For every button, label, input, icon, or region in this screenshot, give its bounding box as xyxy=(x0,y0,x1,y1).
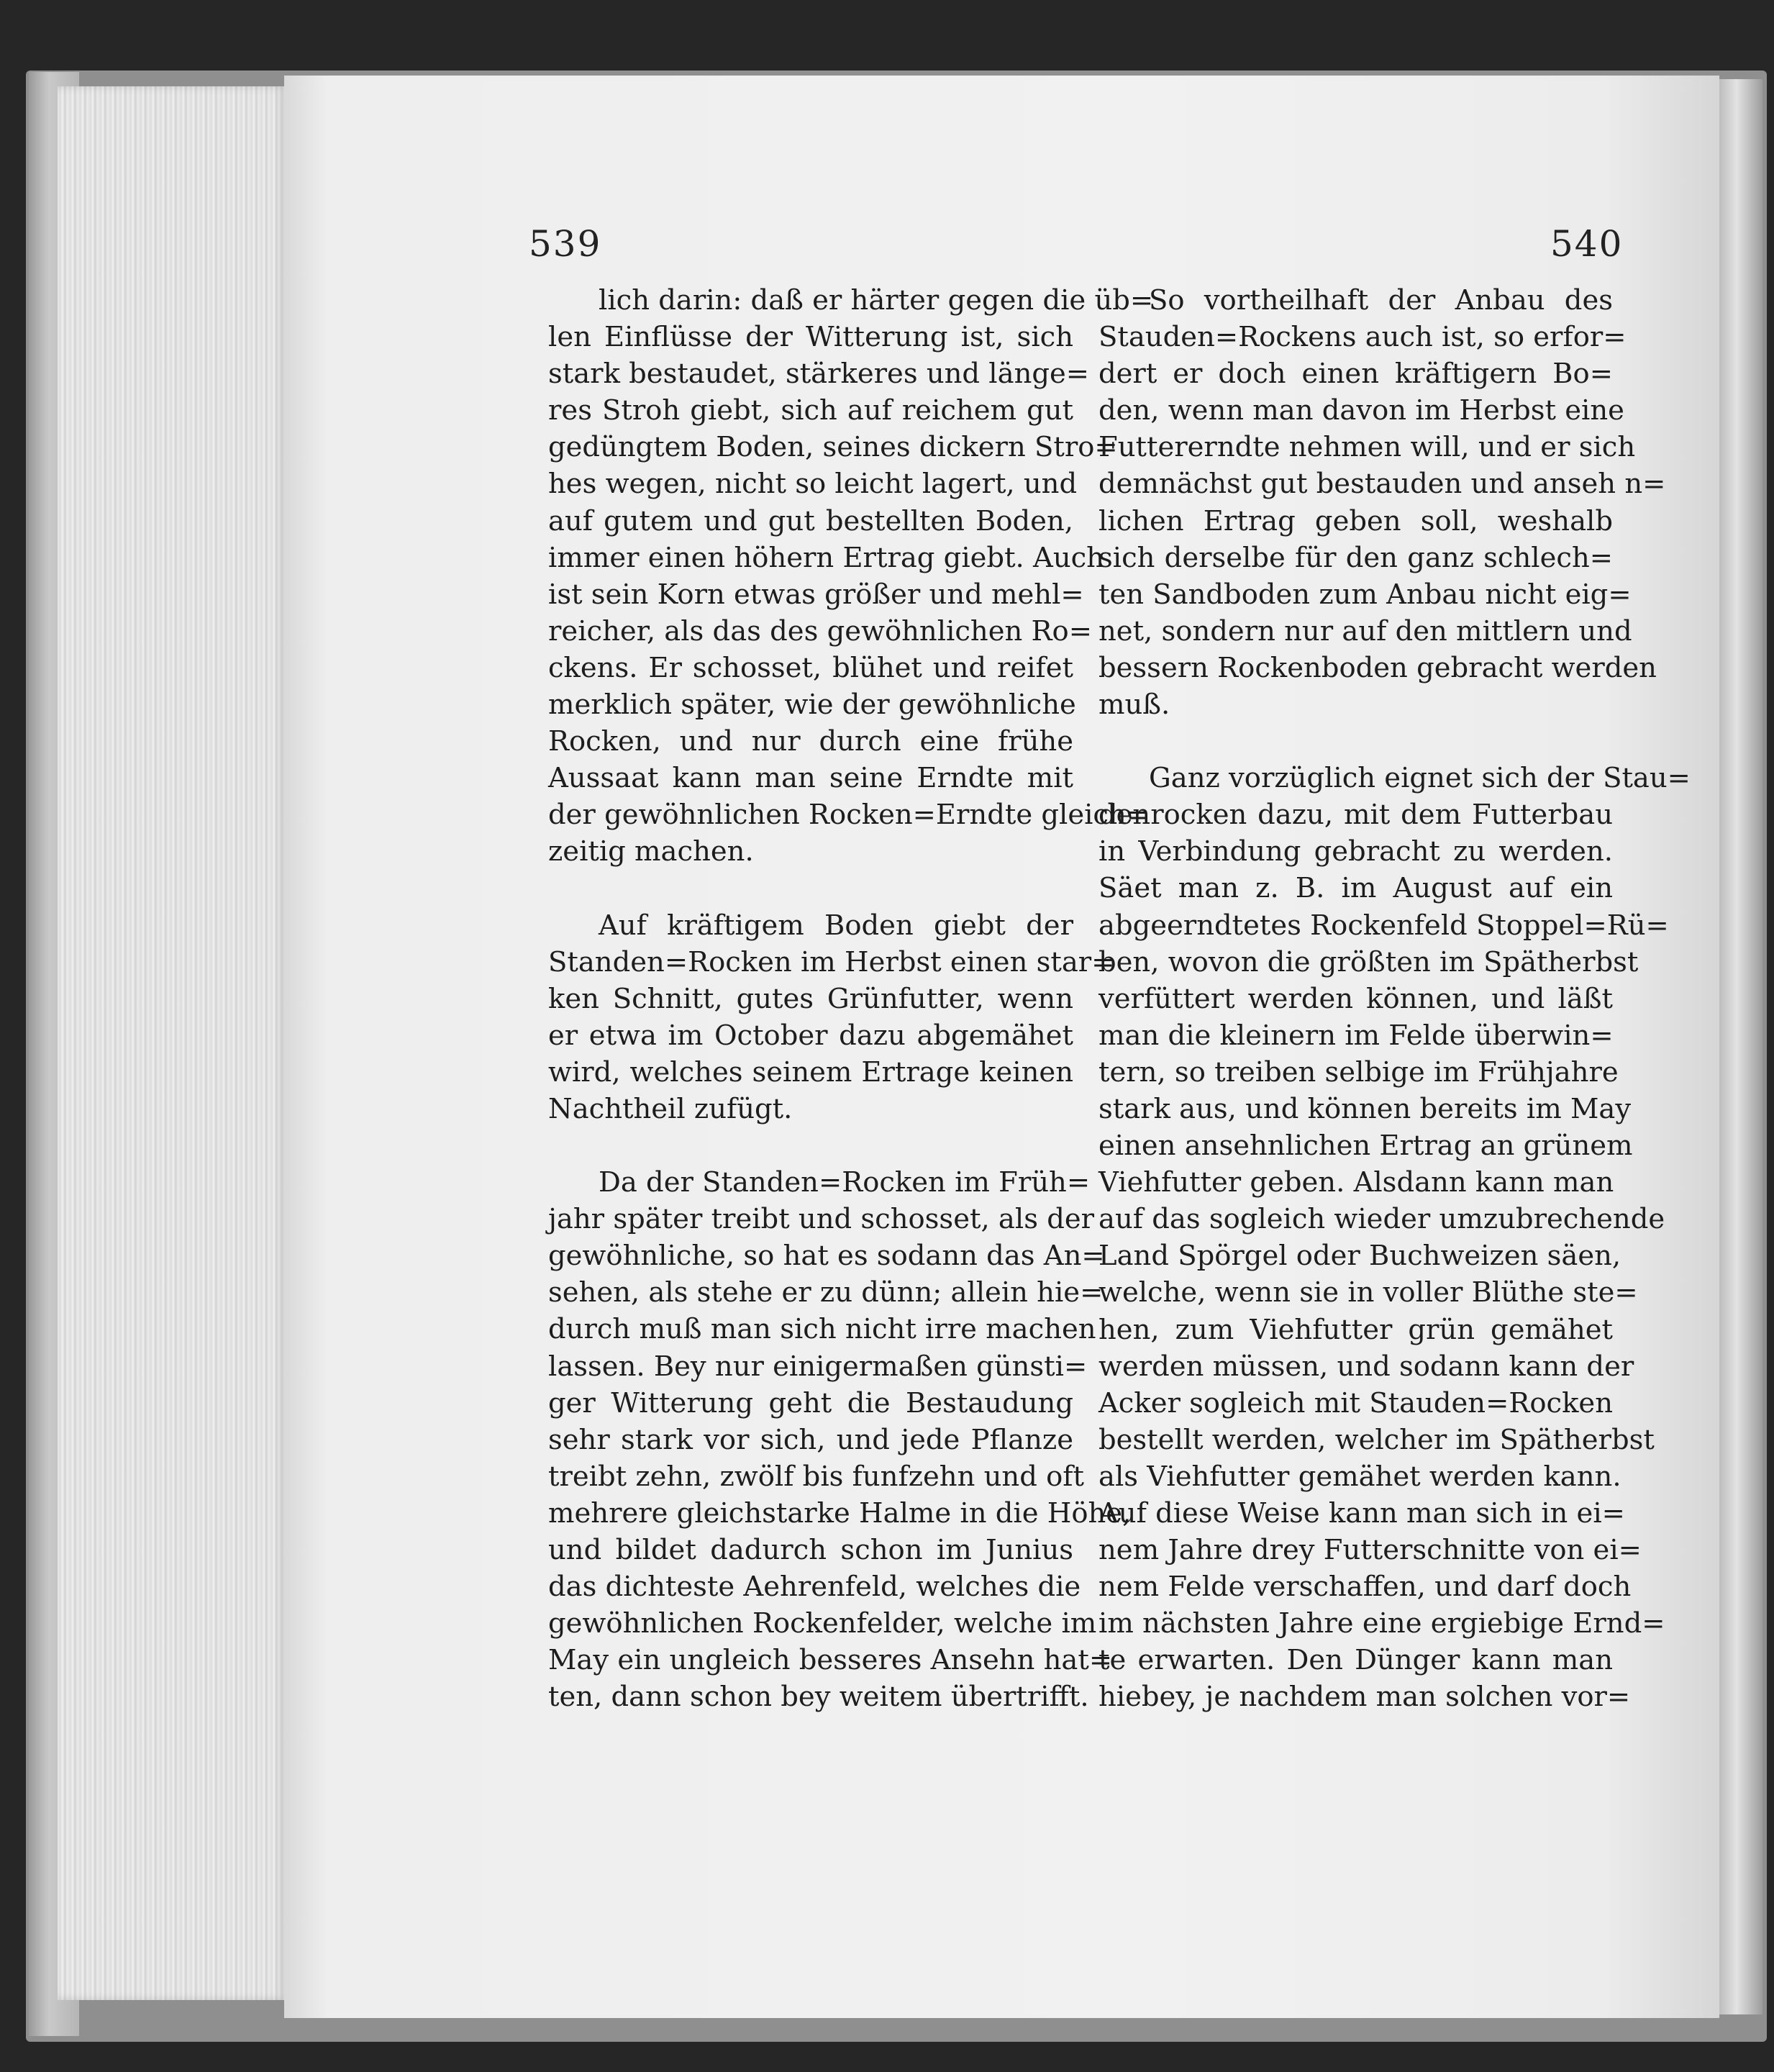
text-line: ken Schnitt, gutes Grünfutter, wenn xyxy=(548,982,1073,1015)
right-page-edge xyxy=(1719,79,1762,2014)
text-line: Ganz vorzüglich eignet sich der Stau= xyxy=(1149,762,1691,795)
text-line: treibt zehn, zwölf bis funfzehn und oft xyxy=(548,1460,1084,1493)
text-line: jahr später treibt und schosset, als der xyxy=(548,1203,1095,1236)
text-line: hiebey, je nachdem man solchen vor= xyxy=(1098,1681,1631,1714)
text-line: Auf kräftigem Boden giebt der xyxy=(599,909,1073,942)
page-number-left: 539 xyxy=(529,223,602,265)
text-line: und bildet dadurch schon im Junius xyxy=(548,1534,1073,1566)
text-line: sehr stark vor sich, und jede Pflanze xyxy=(548,1423,1073,1456)
text-line: auf gutem und gut bestellten Boden, xyxy=(548,504,1073,537)
text-line: bestellt werden, welcher im Spätherbst xyxy=(1098,1423,1655,1456)
text-line: zeitig machen. xyxy=(548,835,754,868)
text-line: ten Sandboden zum Anbau nicht eig= xyxy=(1098,578,1632,611)
text-line: te erwarten. Den Dünger kann man xyxy=(1098,1644,1613,1677)
paragraph xyxy=(548,907,1115,1128)
text-line: So vortheilhaft der Anbau des xyxy=(1149,284,1613,317)
text-line: Auf diese Weise kann man sich in ei= xyxy=(1098,1497,1625,1530)
text-line: net, sondern nur auf den mittlern und xyxy=(1098,614,1632,648)
text-line: immer einen höhern Ertrag giebt. Auch xyxy=(548,541,1104,574)
paragraph xyxy=(1098,760,1691,1715)
paragraph-gap xyxy=(548,1127,1073,1164)
text-line: ben, wovon die größten im Spätherbst xyxy=(1098,945,1639,978)
text-line: len Einflüsse der Witterung ist, sich xyxy=(548,321,1073,354)
text-line: Viehfutter geben. Alsdann kann man xyxy=(1098,1166,1614,1199)
text-line: tern, so treiben selbige im Frühjahre xyxy=(1098,1055,1619,1089)
text-line: das dichteste Aehrenfeld, welches die xyxy=(548,1571,1081,1604)
text-line: lich darin: daß er härter gegen die üb= xyxy=(599,284,1154,317)
text-line: lichen Ertrag geben soll, weshalb xyxy=(1098,504,1613,537)
page-number-right: 540 xyxy=(1550,223,1624,265)
text-line: ger Witterung geht die Bestaudung xyxy=(548,1386,1073,1419)
text-line: gewöhnlichen Rockenfelder, welche im xyxy=(548,1607,1097,1640)
text-line: gedüngtem Boden, seines dickern Stro= xyxy=(548,431,1118,464)
text-line: wird, welches seinem Ertrage keinen xyxy=(548,1055,1073,1089)
text-line: Stauden=Rockens auch ist, so erfor= xyxy=(1098,321,1627,354)
text-line: reicher, als das des gewöhnlichen Ro= xyxy=(548,614,1092,648)
text-line: bessern Rockenboden gebracht werden xyxy=(1098,651,1657,684)
text-line: als Viehfutter gemähet werden kann. xyxy=(1098,1460,1621,1493)
text-line: Standen=Rocken im Herbst einen star= xyxy=(548,945,1115,978)
text-line: Säet man z. B. im August auf ein xyxy=(1098,872,1613,905)
text-line: verfüttert werden können, und läßt xyxy=(1098,982,1613,1015)
text-line: hen, zum Viehfutter grün gemähet xyxy=(1098,1313,1613,1346)
paragraph-gap xyxy=(1098,723,1613,760)
text-line: mehrere gleichstarke Halme in die Höhe, xyxy=(548,1496,1132,1530)
text-line: er etwa im October dazu abgemähet xyxy=(548,1019,1073,1052)
text-line: man die kleinern im Felde überwin= xyxy=(1098,1019,1614,1052)
text-line: durch muß man sich nicht irre machen xyxy=(548,1313,1096,1346)
text-line: auf das sogleich wieder umzubrechende xyxy=(1098,1203,1665,1236)
text-line: hes wegen, nicht so leicht lagert, und xyxy=(548,468,1078,501)
text-line: ist sein Korn etwas größer und mehl= xyxy=(548,578,1084,611)
text-line: demnächst gut bestauden und anseh n= xyxy=(1098,468,1666,501)
right-text-column xyxy=(1098,282,1691,1716)
text-line: der gewöhnlichen Rocken=Erndte gleich= xyxy=(548,799,1150,832)
text-line: in Verbindung gebracht zu werden. xyxy=(1098,835,1613,868)
text-line: sich derselbe für den ganz schlech= xyxy=(1098,541,1613,574)
paragraph-gap xyxy=(548,871,1073,907)
text-line: muß. xyxy=(1098,689,1170,722)
text-line: abgeerndtetes Rockenfeld Stoppel=Rü= xyxy=(1098,909,1669,942)
text-line: sehen, als stehe er zu dünn; allein hie= xyxy=(548,1276,1104,1309)
text-line: May ein ungleich besseres Ansehn hat= xyxy=(548,1644,1113,1677)
text-line: denrocken dazu, mit dem Futterbau xyxy=(1098,799,1613,832)
left-text-column xyxy=(548,282,1154,1715)
text-line: Nachtheil zufügt. xyxy=(548,1092,793,1125)
text-line: res Stroh giebt, sich auf reichem gut xyxy=(548,394,1073,427)
text-line: ckens. Er schosset, blühet und reifet xyxy=(548,651,1073,684)
text-line: Futtererndte nehmen will, und er sich xyxy=(1098,431,1636,464)
text-line: Acker sogleich mit Stauden=Rocken xyxy=(1098,1386,1613,1419)
text-line: den, wenn man davon im Herbst eine xyxy=(1098,394,1624,427)
text-line: stark aus, und können bereits im May xyxy=(1098,1092,1632,1125)
text-line: gewöhnliche, so hat es sodann das An= xyxy=(548,1240,1105,1273)
text-line: dert er doch einen kräftigern Bo= xyxy=(1098,358,1613,391)
paragraph xyxy=(1098,282,1666,723)
text-line: Da der Standen=Rocken im Früh= xyxy=(599,1166,1091,1199)
page-edges-stack xyxy=(58,86,288,2000)
text-line: werden müssen, und sodann kann der xyxy=(1098,1350,1634,1383)
text-line: ten, dann schon bey weitem übertrifft. xyxy=(548,1681,1089,1714)
text-line: Rocken, und nur durch eine frühe xyxy=(548,725,1073,758)
text-line: stark bestaudet, stärkeres und länge= xyxy=(548,358,1090,391)
text-line: nem Jahre drey Futterschnitte von ei= xyxy=(1098,1534,1642,1567)
text-line: welche, wenn sie in voller Blüthe ste= xyxy=(1098,1276,1638,1309)
text-line: nem Felde verschaffen, und darf doch xyxy=(1098,1571,1632,1604)
text-line: einen ansehnlichen Ertrag an grünem xyxy=(1098,1130,1633,1163)
text-line: lassen. Bey nur einigermaßen günsti= xyxy=(548,1350,1088,1383)
text-line: Land Spörgel oder Buchweizen säen, xyxy=(1098,1240,1621,1273)
text-line: Aussaat kann man seine Erndte mit xyxy=(548,762,1073,795)
text-line: merklich später, wie der gewöhnliche xyxy=(548,689,1076,722)
text-line: im nächsten Jahre eine ergiebige Ernd= xyxy=(1098,1607,1665,1640)
paragraph xyxy=(548,1164,1132,1715)
